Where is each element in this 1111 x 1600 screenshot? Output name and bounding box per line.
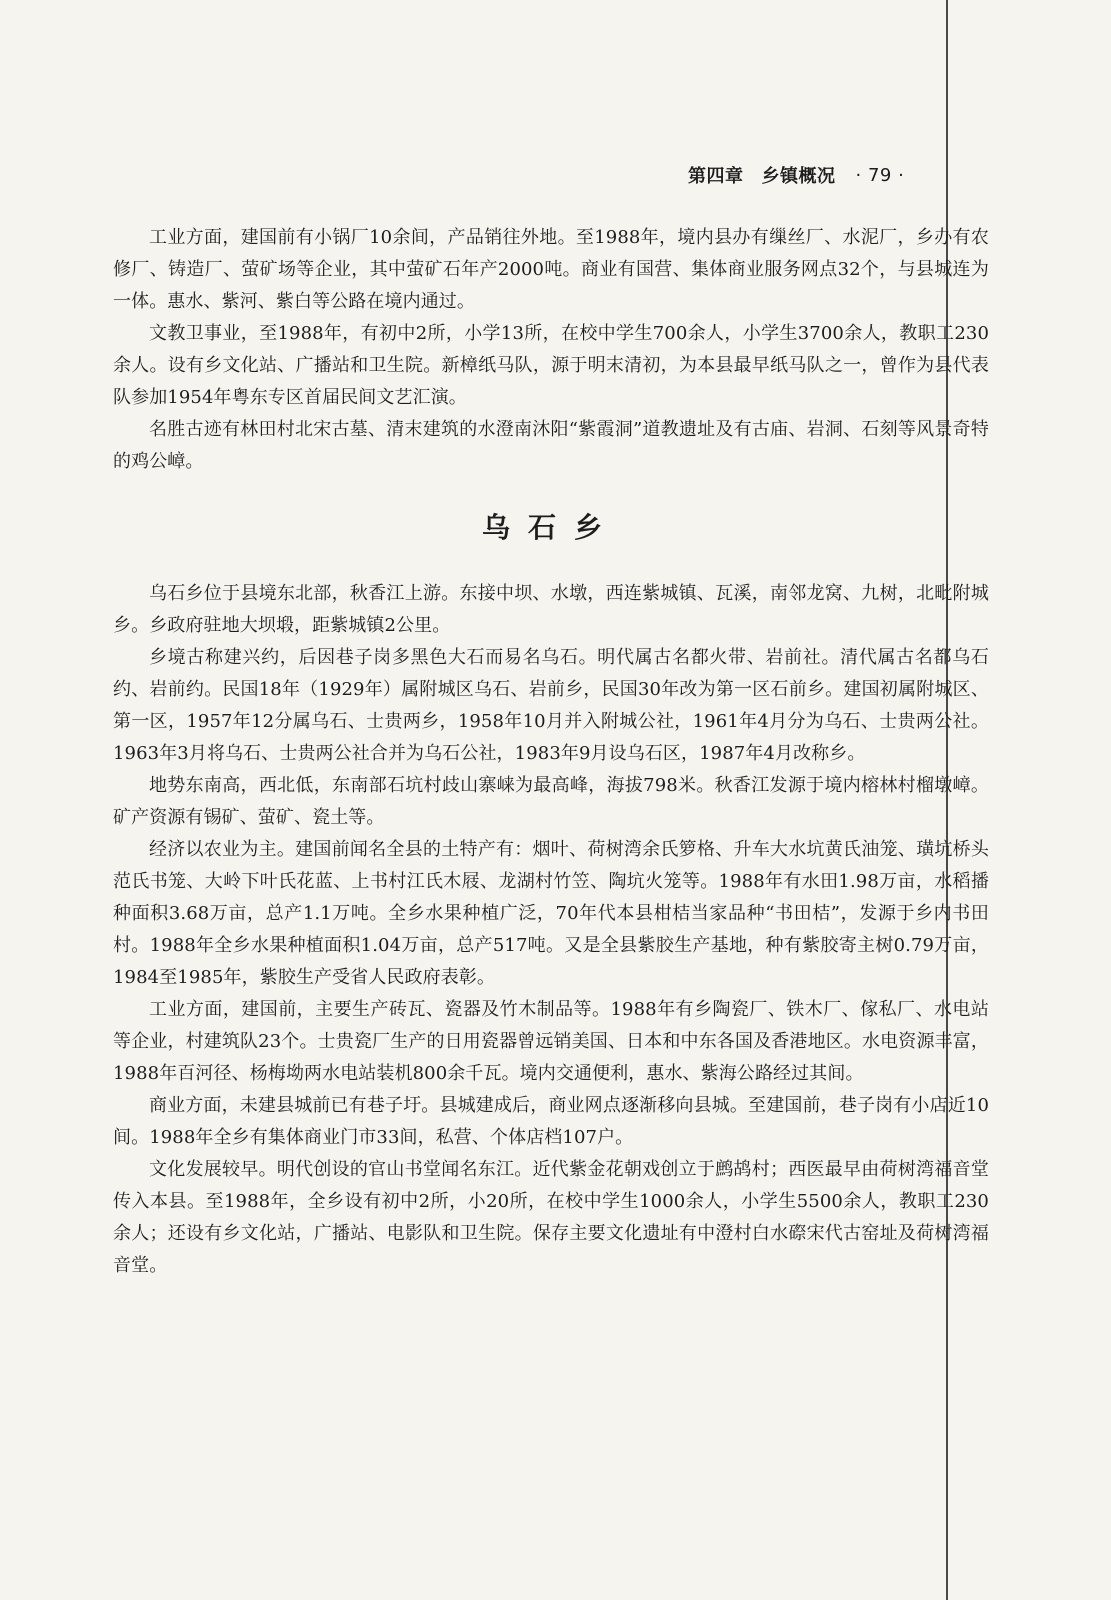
chapter-label: 第四章 bbox=[688, 166, 744, 187]
section-title: 乌石乡 bbox=[481, 511, 620, 544]
body-paragraph: 地势东南高，西北低，东南部石坑村歧山寨崃为最高峰，海拔798米。秋香江发源于境内榕林村榴墩嶂。矿产资源有锡矿、萤矿、瓷土等。 bbox=[113, 775, 989, 828]
body-paragraph: 工业方面，建国前，主要生产砖瓦、瓷器及竹木制品等。1988年有乡陶瓷厂、铁木厂、傢私厂、水电站等企业，村建筑队23个。士贵瓷厂生产的日用瓷器曾远销美国、日本和中东各国及香港地区。水电资源丰富，1988年百河径、杨梅坳两水电站装机800余千瓦。境内交通便利，惠水、紫海公路经过其间。 bbox=[113, 999, 989, 1084]
body-paragraph: 经济以农业为主。建国前闻名全县的土特产有：烟叶、荷树湾余氏箩格、升车大水坑黄氏油笼、璜坑桥头范氏书笼、大岭下叶氏花蓝、上书村江氏木屐、龙湖村竹笠、陶坑火笼等。1988年有水田1.98万亩，水稻播种面积3.68万亩，总产1.1万吨。全乡水果种植广泛，70年代本县柑桔当家品种“书田桔”，发源于乡内书田村。1988年全乡水果种植面积1.04万亩，总产517吨。又是全县紫胶生产基地，种有紫胶寄主树0.79万亩，1984至1985年，紫胶生产受省人民政府表彰。 bbox=[113, 839, 989, 988]
running-header bbox=[688, 160, 938, 190]
body-paragraph: 文教卫事业，至1988年，有初中2所，小学13所，在校中学生700余人，小学生3700余人，教职工230余人。设有乡文化站、广播站和卫生院。新樟纸马队，源于明末清初，为本县最早纸马队之一，曾作为县代表队参加1954年粤东专区首届民间文艺汇演。 bbox=[113, 323, 989, 408]
body-paragraph: 文化发展较早。明代创设的官山书堂闻名东江。近代紫金花朝戏创立于鹧鸪村；西医最早由荷树湾福音堂传入本县。至1988年，全乡设有初中2所，小20所，在校中学生1000余人，小学生5500余人，教职工230余人；还设有乡文化站，广播站、电影队和卫生院。保存主要文化遗址有中澄村白水磜宋代古窑址及荷树湾福音堂。 bbox=[113, 1159, 989, 1276]
page-number: · 79 · bbox=[855, 164, 905, 186]
page-content bbox=[113, 222, 989, 1282]
body-paragraph: 乡境古称建兴约，后因巷子岗多黑色大石而易名乌石。明代属古名都火带、岩前社。清代属古名都乌石约、岩前约。民国18年（1929年）属附城区乌石、岩前乡，民国30年改为第一区石前乡。建国初属附城区、第一区，1957年12分属乌石、士贵两乡，1958年10月并入附城公社，1961年4月分为乌石、士贵两公社。1963年3月将乌石、士贵两公社合并为乌石公社，1983年9月设乌石区，1987年4月改称乡。 bbox=[113, 647, 989, 764]
body-paragraph: 乌石乡位于县境东北部，秋香江上游。东接中坝、水墩，西连紫城镇、瓦溪，南邻龙窝、九树，北毗附城乡。乡政府驻地大坝塅，距紫城镇2公里。 bbox=[113, 583, 989, 636]
section-label: 乡镇概况 bbox=[761, 166, 836, 187]
body-paragraph: 工业方面，建国前有小锅厂10余间，产品销往外地。至1988年，境内县办有缫丝厂、水泥厂，乡办有农修厂、铸造厂、萤矿场等企业，其中萤矿石年产2000吨。商业有国营、集体商业服务网点32个，与县城连为一体。惠水、紫河、紫白等公路在境内通过。 bbox=[113, 227, 989, 312]
body-paragraph: 名胜古迹有林田村北宋古墓、清末建筑的水澄南沐阳“紫霞洞”道教遗址及有古庙、岩洞、石刻等风景奇特的鸡公嶂。 bbox=[113, 419, 989, 472]
body-paragraph: 商业方面，未建县城前已有巷子圩。县城建成后，商业网点逐渐移向县城。至建国前，巷子岗有小店近10间。1988年全乡有集体商业门市33间，私营、个体店档107户。 bbox=[113, 1095, 989, 1148]
